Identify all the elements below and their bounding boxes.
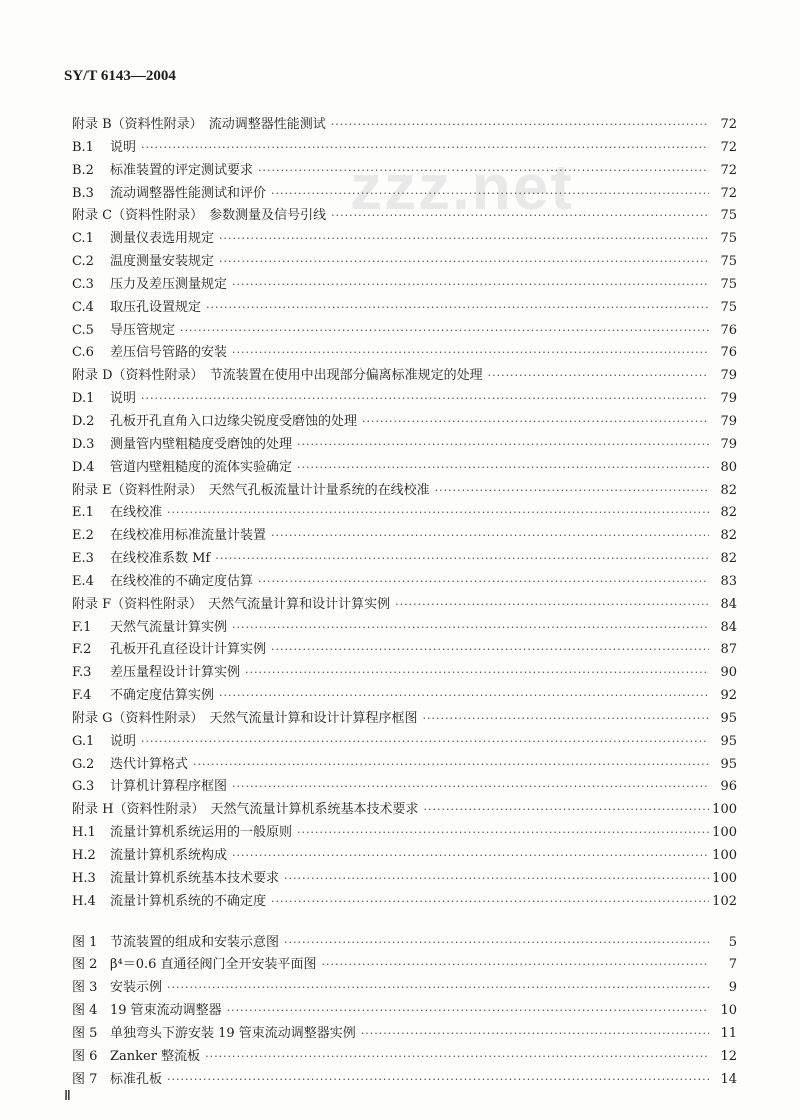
entry-title: 管道内壁粗糙度的流体实验确定 xyxy=(110,459,293,475)
entry-title: 流动调整器性能测试和评价 xyxy=(110,185,267,201)
dot-leader xyxy=(362,411,709,434)
entry-title: 不确定度估算实例 xyxy=(110,688,215,704)
dot-leader xyxy=(141,731,709,754)
section-toc-entry[interactable] xyxy=(72,320,737,343)
entry-title: 节流装置的组成和安装示意图 xyxy=(110,934,280,950)
dot-leader xyxy=(167,977,709,1000)
section-toc-entry[interactable] xyxy=(72,228,737,251)
dot-leader xyxy=(206,297,709,320)
dot-leader xyxy=(232,776,709,799)
entry-page-number: 96 xyxy=(720,779,737,795)
entry-title: 压力及差压测量规定 xyxy=(110,276,228,292)
dot-leader xyxy=(322,954,709,977)
document-code-header: SY/T 6143—2004 xyxy=(64,68,176,84)
entry-title: 流量计算机系统构成 xyxy=(110,848,228,863)
entry-title: 流量计算机系统运用的一般原则 xyxy=(110,825,293,841)
entry-page-number: 7 xyxy=(728,957,737,973)
entry-title: 导压管规定 xyxy=(110,322,176,338)
entry-number: C.3 xyxy=(72,276,94,292)
entry-title: 19 管束流动调整器 xyxy=(110,1003,222,1019)
section-toc-entry[interactable] xyxy=(72,251,737,274)
entry-title: 标准装置的评定测试要求 xyxy=(110,162,254,178)
figure-list-entry[interactable] xyxy=(72,1000,737,1023)
entry-page-number: 14 xyxy=(720,1071,737,1087)
entry-title: 取压孔设置规定 xyxy=(110,299,202,315)
entry-number: 附录 F（资料性附录） xyxy=(72,596,203,612)
section-toc-entry[interactable] xyxy=(72,868,737,891)
entry-title: 天然气孔板流量计计量系统的在线校准 xyxy=(208,482,430,498)
entry-number: D.3 xyxy=(72,436,95,452)
entry-page-number: 75 xyxy=(720,254,737,270)
figure-list-entry[interactable] xyxy=(72,932,737,955)
entry-number: G.3 xyxy=(72,779,95,795)
entry-number: F.2 xyxy=(72,642,92,658)
dot-leader xyxy=(361,1023,709,1046)
entry-number: B.2 xyxy=(72,162,94,178)
entry-number: G.1 xyxy=(72,733,95,749)
entry-page-number: 100 xyxy=(712,870,737,886)
dot-leader xyxy=(258,160,709,183)
entry-number: 图 1 xyxy=(72,934,98,950)
entry-title: 计算机计算程序框图 xyxy=(110,779,228,795)
dot-leader xyxy=(141,388,709,411)
dot-leader xyxy=(297,822,709,845)
entry-title: 安装示例 xyxy=(110,980,163,996)
entry-number: 图 4 xyxy=(72,1003,98,1019)
section-toc-entry[interactable] xyxy=(72,571,737,594)
entry-number: 附录 G（资料性附录） xyxy=(72,710,204,726)
entry-title: 差压量程设计计算实例 xyxy=(110,665,241,681)
dot-leader xyxy=(258,571,709,594)
entry-page-number: 75 xyxy=(720,231,737,247)
entry-number: D.1 xyxy=(72,391,95,407)
entry-title: 说明 xyxy=(110,391,137,407)
entry-number: E.2 xyxy=(72,528,94,544)
section-toc-entry[interactable] xyxy=(72,662,737,685)
entry-number: G.2 xyxy=(72,756,95,772)
section-toc-entry[interactable] xyxy=(72,457,737,480)
entry-title: 测量管内壁粗糙度受磨蚀的处理 xyxy=(110,436,293,452)
entry-page-number: 11 xyxy=(720,1025,737,1041)
appendix-toc-entry[interactable] xyxy=(72,594,737,617)
dot-leader xyxy=(331,205,709,228)
entry-number: B.3 xyxy=(72,185,94,201)
entry-number: E.1 xyxy=(72,505,94,521)
dot-leader xyxy=(297,434,709,457)
dot-leader xyxy=(395,594,709,617)
entry-number: 附录 C（资料性附录） xyxy=(72,208,204,224)
dot-leader xyxy=(219,228,709,251)
entry-number: 图 3 xyxy=(72,980,98,996)
entry-page-number: 82 xyxy=(720,551,737,567)
entry-number: F.1 xyxy=(72,619,92,635)
dot-leader xyxy=(488,365,709,388)
entry-number: D.4 xyxy=(72,459,95,475)
section-toc-entry[interactable] xyxy=(72,411,737,434)
section-toc-entry[interactable] xyxy=(72,137,737,160)
entry-number: 图 5 xyxy=(72,1025,98,1041)
entry-title: 流量计算机系统的不确定度 xyxy=(110,893,267,909)
dot-leader xyxy=(167,502,709,525)
appendix-toc-entry[interactable] xyxy=(72,708,737,731)
entry-title: 节流装置在使用中出现部分偏离标准规定的处理 xyxy=(209,368,483,384)
entry-page-number: 72 xyxy=(720,162,737,178)
entry-title: 天然气流量计算和设计计算程序框图 xyxy=(209,710,418,726)
table-of-contents xyxy=(72,114,737,1091)
section-toc-entry[interactable] xyxy=(72,297,737,320)
entry-page-number: 79 xyxy=(720,368,737,384)
entry-title: 迭代计算格式 xyxy=(110,756,189,772)
entry-title: 测量仪表选用规定 xyxy=(110,231,215,247)
entry-number: H.1 xyxy=(72,825,96,841)
appendix-toc-entry[interactable] xyxy=(72,205,737,228)
dot-leader xyxy=(232,342,709,365)
entry-page-number: 95 xyxy=(720,710,737,726)
entry-title: 天然气流量计算和设计计算实例 xyxy=(208,596,391,612)
entry-page-number: 76 xyxy=(720,322,737,338)
entry-page-number: 5 xyxy=(728,934,737,950)
entry-number: C.4 xyxy=(72,299,94,315)
dot-leader xyxy=(284,868,709,891)
dot-leader xyxy=(284,932,709,955)
section-toc-entry[interactable] xyxy=(72,548,737,571)
entry-page-number: 83 xyxy=(720,573,737,589)
dot-leader xyxy=(271,525,709,548)
section-toc-entry[interactable] xyxy=(72,388,737,411)
entry-page-number: 100 xyxy=(712,848,737,863)
entry-page-number: 79 xyxy=(720,436,737,452)
section-toc-entry[interactable] xyxy=(72,502,737,525)
entry-number: C.1 xyxy=(72,231,94,247)
entry-page-number: 10 xyxy=(720,1003,737,1019)
dot-leader xyxy=(232,617,709,640)
dot-leader xyxy=(167,1069,709,1092)
entry-page-number: 82 xyxy=(720,482,737,498)
entry-page-number: 95 xyxy=(720,733,737,749)
dot-leader xyxy=(141,137,709,160)
figure-list-entry[interactable] xyxy=(72,954,737,977)
entry-title: 在线校准的不确定度估算 xyxy=(110,573,254,589)
dot-leader xyxy=(271,891,709,914)
dot-leader xyxy=(219,685,709,708)
entry-title: 标准孔板 xyxy=(110,1071,163,1087)
entry-number: H.4 xyxy=(72,893,96,909)
entry-number: 附录 E（资料性附录） xyxy=(72,482,203,498)
entry-title: 流动调整器性能测试 xyxy=(208,117,326,132)
figure-list-entry[interactable] xyxy=(72,1069,737,1092)
entry-page-number: 90 xyxy=(720,665,737,681)
entry-page-number: 79 xyxy=(720,413,737,429)
section-toc-entry[interactable] xyxy=(72,685,737,708)
dot-leader xyxy=(180,320,709,343)
section-toc-entry[interactable] xyxy=(72,639,737,662)
dot-leader xyxy=(205,1046,709,1069)
entry-number: E.4 xyxy=(72,573,94,589)
entry-number: E.3 xyxy=(72,551,94,567)
dot-leader xyxy=(424,799,710,822)
figure-list-entry[interactable] xyxy=(72,1046,737,1069)
entry-title: Zanker 整流板 xyxy=(110,1048,201,1064)
section-gap xyxy=(72,914,737,932)
appendix-toc-entry[interactable] xyxy=(72,480,737,503)
entry-number: 图 7 xyxy=(72,1071,98,1087)
appendix-toc-entry[interactable] xyxy=(72,114,737,137)
section-toc-entry[interactable] xyxy=(72,891,737,914)
dot-leader xyxy=(423,708,709,731)
section-toc-entry[interactable] xyxy=(72,754,737,777)
section-toc-entry[interactable] xyxy=(72,776,737,799)
entry-number: 图 2 xyxy=(72,957,98,973)
entry-title: 在线校准用标准流量计装置 xyxy=(110,528,267,544)
dot-leader xyxy=(435,480,709,503)
entry-number: 附录 B（资料性附录） xyxy=(72,117,203,132)
entry-page-number: 79 xyxy=(720,391,737,407)
section-toc-entry[interactable] xyxy=(72,845,737,868)
entry-page-number: 75 xyxy=(720,276,737,292)
entry-title: 流量计算机系统基本技术要求 xyxy=(110,870,280,886)
entry-title: 在线校准系数 Mf xyxy=(110,551,211,567)
site-watermark: zzz.net xyxy=(350,151,574,223)
figure-list-entry[interactable] xyxy=(72,977,737,1000)
entry-number: 附录 H（资料性附录） xyxy=(72,802,205,818)
entry-number: C.2 xyxy=(72,254,94,270)
entry-title: 在线校准 xyxy=(110,505,163,521)
entry-page-number: 72 xyxy=(720,139,737,155)
dot-leader xyxy=(331,114,709,137)
dot-leader xyxy=(193,754,709,777)
entry-page-number: 92 xyxy=(720,688,737,704)
entry-title: 差压信号管路的安装 xyxy=(110,345,228,361)
entry-page-number: 84 xyxy=(720,619,737,635)
section-toc-entry[interactable] xyxy=(72,160,737,183)
dot-leader xyxy=(227,1000,709,1023)
section-toc-entry[interactable] xyxy=(72,731,737,754)
entry-page-number: 100 xyxy=(712,802,737,818)
entry-number: F.4 xyxy=(72,688,92,704)
appendix-toc-entry[interactable] xyxy=(72,365,737,388)
entry-title: 孔板开孔直角入口边缘尖锐度受磨蚀的处理 xyxy=(110,413,358,429)
entry-title: 说明 xyxy=(110,139,137,155)
entry-title: 参数测量及信号引线 xyxy=(209,208,327,224)
entry-page-number: 75 xyxy=(720,299,737,315)
entry-page-number: 75 xyxy=(720,208,737,224)
entry-number: 图 6 xyxy=(72,1048,98,1064)
section-toc-entry[interactable] xyxy=(72,434,737,457)
entry-page-number: 9 xyxy=(728,980,737,996)
entry-title: 说明 xyxy=(110,733,137,749)
dot-leader xyxy=(219,251,709,274)
entry-page-number: 72 xyxy=(720,117,737,132)
entry-page-number: 82 xyxy=(720,505,737,521)
entry-page-number: 87 xyxy=(720,642,737,658)
dot-leader xyxy=(232,274,709,297)
section-toc-entry[interactable] xyxy=(72,617,737,640)
entry-number: C.5 xyxy=(72,322,94,338)
entry-title: 孔板开孔直径设计计算实例 xyxy=(110,642,267,658)
entry-number: C.6 xyxy=(72,345,94,361)
entry-number: 附录 D（资料性附录） xyxy=(72,368,204,384)
entry-title: β⁴＝0.6 直通径阀门全开安装平面图 xyxy=(110,957,317,973)
dot-leader xyxy=(232,845,709,868)
entry-number: F.3 xyxy=(72,665,92,681)
entry-number: D.2 xyxy=(72,413,95,429)
entry-number: H.2 xyxy=(72,848,96,863)
entry-number: H.3 xyxy=(72,870,96,886)
entry-page-number: 72 xyxy=(720,185,737,201)
figure-list-entry[interactable] xyxy=(72,1023,737,1046)
entry-page-number: 82 xyxy=(720,528,737,544)
dot-leader xyxy=(271,639,709,662)
dot-leader xyxy=(245,662,709,685)
entry-page-number: 80 xyxy=(720,459,737,475)
section-toc-entry[interactable] xyxy=(72,342,737,365)
dot-leader xyxy=(271,183,709,206)
entry-page-number: 84 xyxy=(720,596,737,612)
entry-page-number: 76 xyxy=(720,345,737,361)
entry-page-number: 102 xyxy=(712,893,737,909)
section-toc-entry[interactable] xyxy=(72,525,737,548)
dot-leader xyxy=(297,457,709,480)
entry-title: 天然气流量计算实例 xyxy=(110,619,228,635)
entry-page-number: 95 xyxy=(720,756,737,772)
dot-leader xyxy=(215,548,709,571)
section-toc-entry[interactable] xyxy=(72,822,737,845)
section-toc-entry[interactable] xyxy=(72,274,737,297)
entry-page-number: 12 xyxy=(720,1048,737,1064)
section-toc-entry[interactable] xyxy=(72,183,737,206)
entry-title: 天然气流量计算机系统基本技术要求 xyxy=(210,802,419,818)
entry-number: B.1 xyxy=(72,139,94,155)
page-number: Ⅱ xyxy=(64,1089,71,1104)
appendix-toc-entry[interactable] xyxy=(72,799,737,822)
entry-title: 单独弯头下游安装 19 管束流动调整器实例 xyxy=(110,1025,356,1041)
entry-page-number: 100 xyxy=(712,825,737,841)
entry-title: 温度测量安装规定 xyxy=(110,254,215,270)
